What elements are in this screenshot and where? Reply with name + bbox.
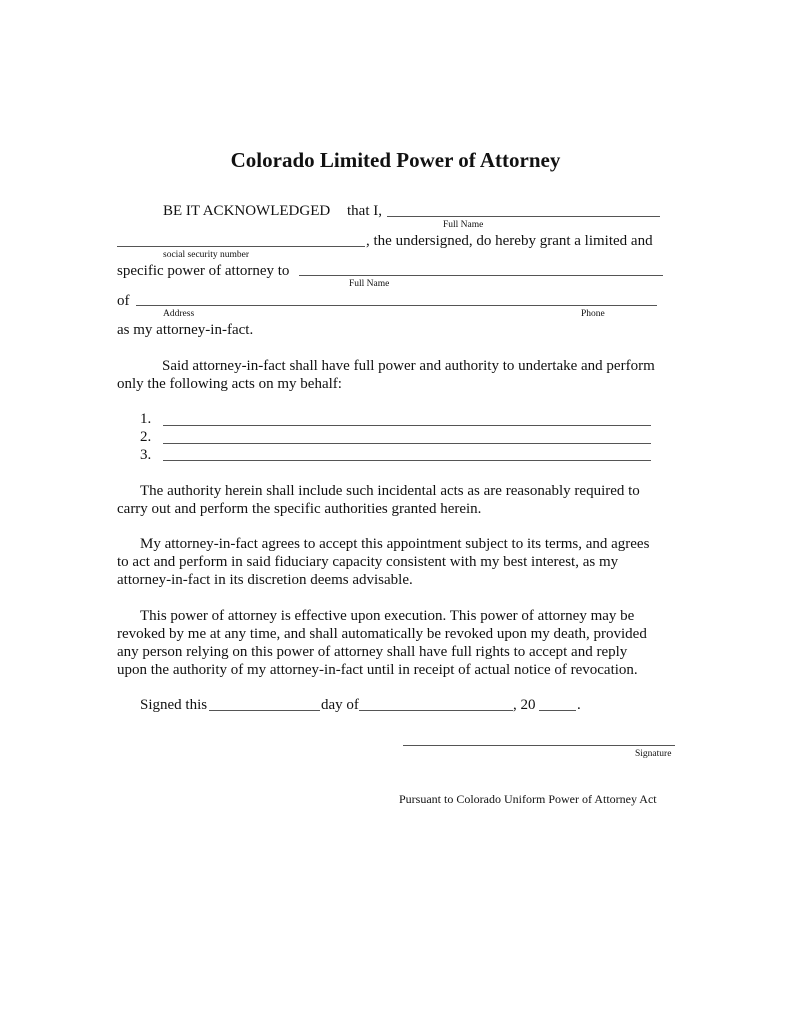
act-number: 2. [140,429,152,445]
signed-year-field[interactable] [539,710,576,711]
accept-line: My attorney-in-fact agrees to accept this appointment subject to its terms, and agrees [140,536,650,552]
effective-line: revoked by me at any time, and shall automatically be revoked upon my death, provided [117,626,647,642]
accept-paragraph [117,535,649,589]
authority-line: Said attorney-in-fact shall have full power and authority to undertake and perform [162,358,655,374]
signature-field[interactable] [403,745,675,746]
be-it-acknowledged-text: BE IT ACKNOWLEDGED [163,203,331,219]
address-caption: Address [163,309,195,319]
ssn-field[interactable] [117,246,365,247]
effective-line: upon the authority of my attorney-in-fact until in receipt of actual notice of revocation. [117,662,638,678]
authority-line: only the following acts on my behalf: [117,376,342,392]
full-name-caption: Full Name [443,220,484,230]
incidental-paragraph [117,482,640,518]
signed-period: . [577,697,581,713]
incidental-line: The authority herein shall include such incidental acts as are reasonably required to [140,483,640,499]
attorney-address-field[interactable] [136,305,657,306]
act-number: 3. [140,447,152,463]
ssn-caption: social security number [163,250,250,260]
attorney-in-fact-text: as my attorney-in-fact. [117,322,254,338]
incidental-line: carry out and perform the specific authorities granted herein. [117,501,482,517]
act-1-field[interactable] [163,425,651,426]
signed-month-field[interactable] [359,710,513,711]
act-3-field[interactable] [163,460,651,461]
attorney-full-name-caption: Full Name [349,279,390,289]
specific-power-text: specific power of attorney to [117,263,290,279]
signed-this-text: Signed this [140,697,208,713]
authority-paragraph [117,357,655,393]
grant-text: , the undersigned, do hereby grant a limited and [366,233,653,249]
accept-line: attorney-in-fact in its discretion deems advisable. [117,572,413,588]
day-of-text: day of [321,697,359,713]
year-prefix-text: , 20 [513,697,536,713]
signature-caption: Signature [635,749,672,759]
effective-line: any person relying on this power of attorney shall have full rights to accept and reply [117,644,628,660]
signed-day-field[interactable] [209,710,320,711]
principal-name-field[interactable] [387,216,660,217]
effective-paragraph [117,607,647,679]
phone-caption: Phone [581,309,605,319]
of-text: of [117,293,130,309]
footer-statute-text: Pursuant to Colorado Uniform Power of Attorney Act [399,792,657,806]
accept-line: to act and perform in said fiduciary capacity consistent with my best interest, as my [117,554,619,570]
document-title: Colorado Limited Power of Attorney [230,148,561,172]
attorney-name-field[interactable] [299,275,663,276]
that-i-text: that I, [347,203,382,219]
act-2-field[interactable] [163,443,651,444]
act-number: 1. [140,411,152,427]
effective-line: This power of attorney is effective upon execution. This power of attorney may be [140,608,635,624]
